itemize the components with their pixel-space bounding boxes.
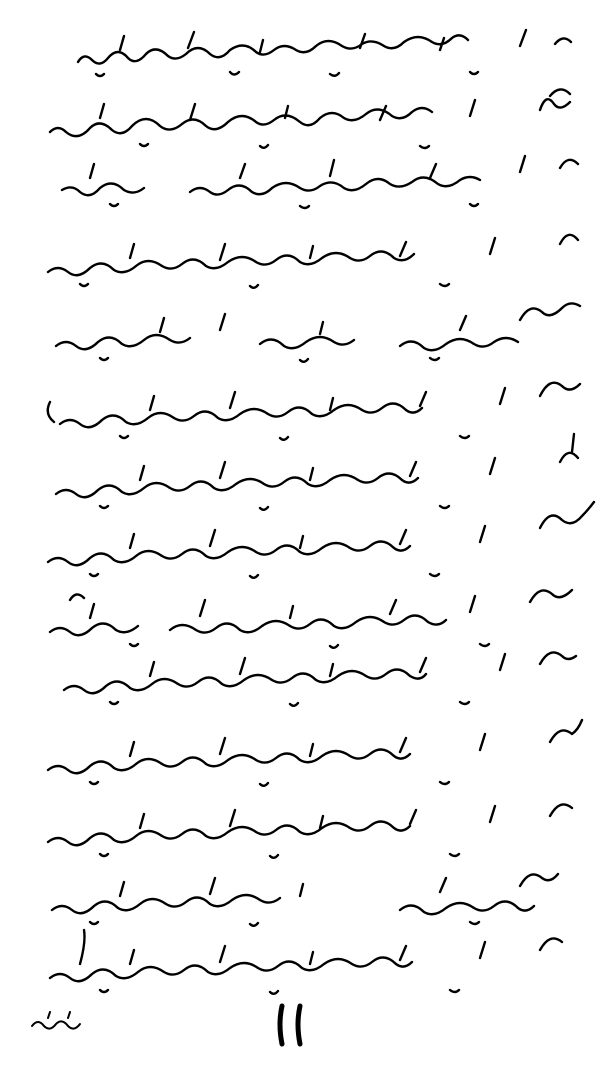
manuscript-line-11 <box>48 720 582 786</box>
manuscript-line-4 <box>48 235 578 288</box>
folio-number <box>262 1000 322 1050</box>
manuscript-line-1 <box>78 30 571 76</box>
catchword <box>28 1008 88 1038</box>
manuscript-line-9 <box>50 590 572 648</box>
manuscript-line-6 <box>48 383 580 440</box>
catchword-drawing <box>28 1008 88 1038</box>
manuscript-line-12 <box>48 804 572 857</box>
manuscript-line-13 <box>52 874 558 926</box>
manuscript-line-14 <box>50 930 562 994</box>
manuscript-line-3 <box>62 156 578 208</box>
manuscript-line-5 <box>56 303 580 361</box>
manuscript-line-2 <box>50 89 570 148</box>
folio-number-drawing <box>262 1000 322 1050</box>
manuscript-line-8 <box>48 502 594 578</box>
manuscript-line-10 <box>64 652 576 705</box>
manuscript-line-7 <box>56 434 578 510</box>
